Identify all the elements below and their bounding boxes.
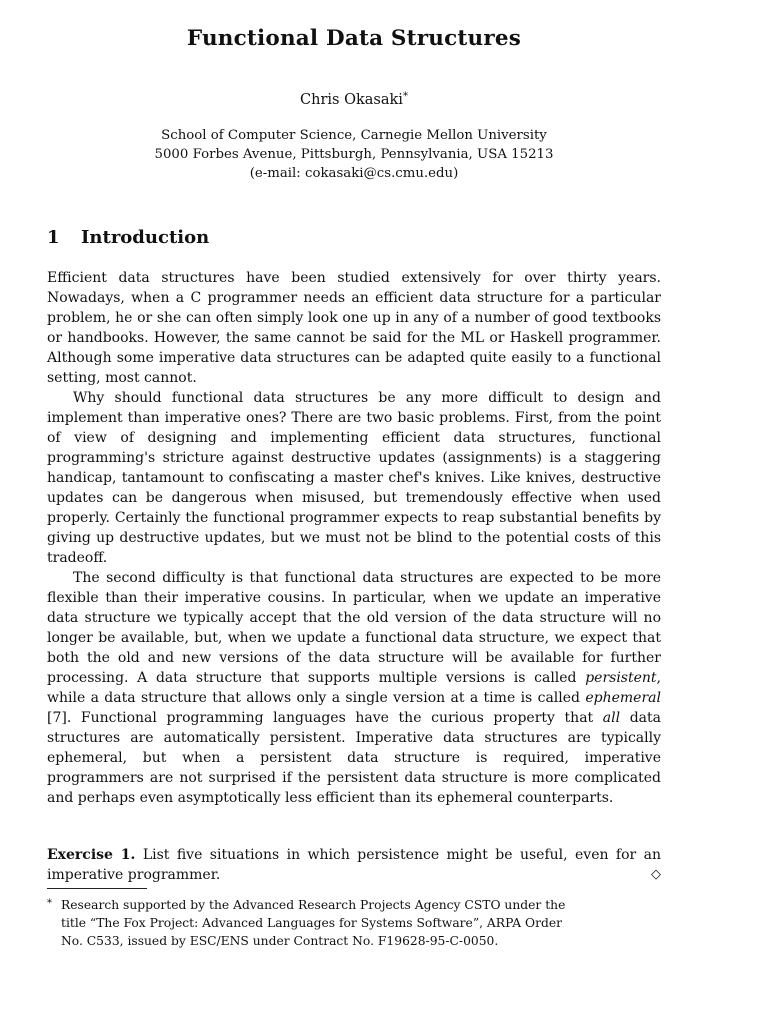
paragraph-3-part-b: , while a data structure that allows only a single version at a time is called bbox=[47, 670, 661, 706]
author-name: Chris Okasaki bbox=[300, 92, 403, 108]
footnote-line-1 bbox=[47, 895, 661, 914]
author-footnote-mark: * bbox=[402, 91, 408, 102]
paragraph-3-part-d: data structures are automatically persistent. Imperative data structures are typically ephemeral, but when a persistent data structure is required, imperative programmers are not surprised if the persistent data structure is more complicated and perhaps even asymptotically less efficient than its ephemeral counterparts. bbox=[47, 710, 661, 806]
section-heading bbox=[47, 227, 209, 248]
affiliation-line-1: School of Computer Science, Carnegie Mellon University bbox=[161, 128, 547, 143]
affiliation bbox=[47, 126, 661, 183]
exercise-label: Exercise 1. bbox=[47, 847, 136, 863]
author-line bbox=[47, 91, 661, 108]
term-all: all bbox=[602, 710, 621, 726]
paper-title: Functional Data Structures bbox=[186, 26, 522, 51]
exercise-1 bbox=[47, 845, 661, 885]
exercise-text: List five situations in which persistence might be useful, even for an imperative programmer. bbox=[47, 847, 662, 883]
paragraph-3-part-a: The second difficulty is that functional data structures are expected to be more flexible than their imperative cousins. In particular, when we update an imperative data structure we typically accept that the old version of the data structure will no longer be available, but, when we update a functional data structure, we expect that both the old and new versions of the data structure will be available for further processing. A data structure that supports multiple versions is called bbox=[47, 570, 661, 686]
section-number: 1 bbox=[47, 227, 60, 248]
section-title: Introduction bbox=[81, 227, 210, 248]
end-of-exercise-icon: ◇ bbox=[651, 867, 661, 882]
body-text bbox=[47, 268, 661, 808]
footnote-line-2: title “The Fox Project: Advanced Languages for Systems Software”, ARPA Order bbox=[61, 916, 562, 930]
paragraph-3 bbox=[47, 568, 661, 808]
affiliation-email: (e-mail: cokasaki@cs.cmu.edu) bbox=[249, 166, 459, 181]
footnote-mark: * bbox=[47, 898, 52, 909]
paragraph-1: Efficient data structures have been studied extensively for over thirty years. Nowadays, when a C programmer needs an efficient data structure for a particular problem, he or she can often simply look one up in any of a number of good textbooks or handbooks. However, the same cannot be said for the ML or Haskell programmer. Although some imperative data structures can be adapted quite easily to a functional setting, most cannot. bbox=[47, 270, 661, 386]
footnote-text-1: Research supported by the Advanced Research Projects Agency CSTO under the bbox=[61, 898, 566, 912]
footnote-rule bbox=[47, 888, 147, 889]
paragraph-2: Why should functional data structures be any more difficult to design and implement than imperative ones? There are two basic problems. First, from the point of view of designing and implementing efficient data structures, functional programming's stricture against destructive updates (assignments) is a staggering handicap, tantamount to confiscating a master chef's knives. Like knives, destructive updates can be dangerous when misused, but tremendously effective when used properly. Certainly the functional programmer expects to reap substantial benefits by giving up destructive updates, but we must not be blind to the potential costs of this tradeoff. bbox=[47, 390, 661, 566]
footnote-line-3: No. C533, issued by ESC/ENS under Contract No. F19628-95-C-0050. bbox=[61, 934, 499, 948]
term-ephemeral: ephemeral bbox=[585, 690, 661, 706]
footnote bbox=[47, 895, 661, 950]
term-persistent: persistent bbox=[585, 670, 657, 686]
affiliation-line-2: 5000 Forbes Avenue, Pittsburgh, Pennsylvania, USA 15213 bbox=[154, 147, 554, 162]
paragraph-3-part-c: [7]. Functional programming languages have the curious property that bbox=[47, 710, 603, 726]
